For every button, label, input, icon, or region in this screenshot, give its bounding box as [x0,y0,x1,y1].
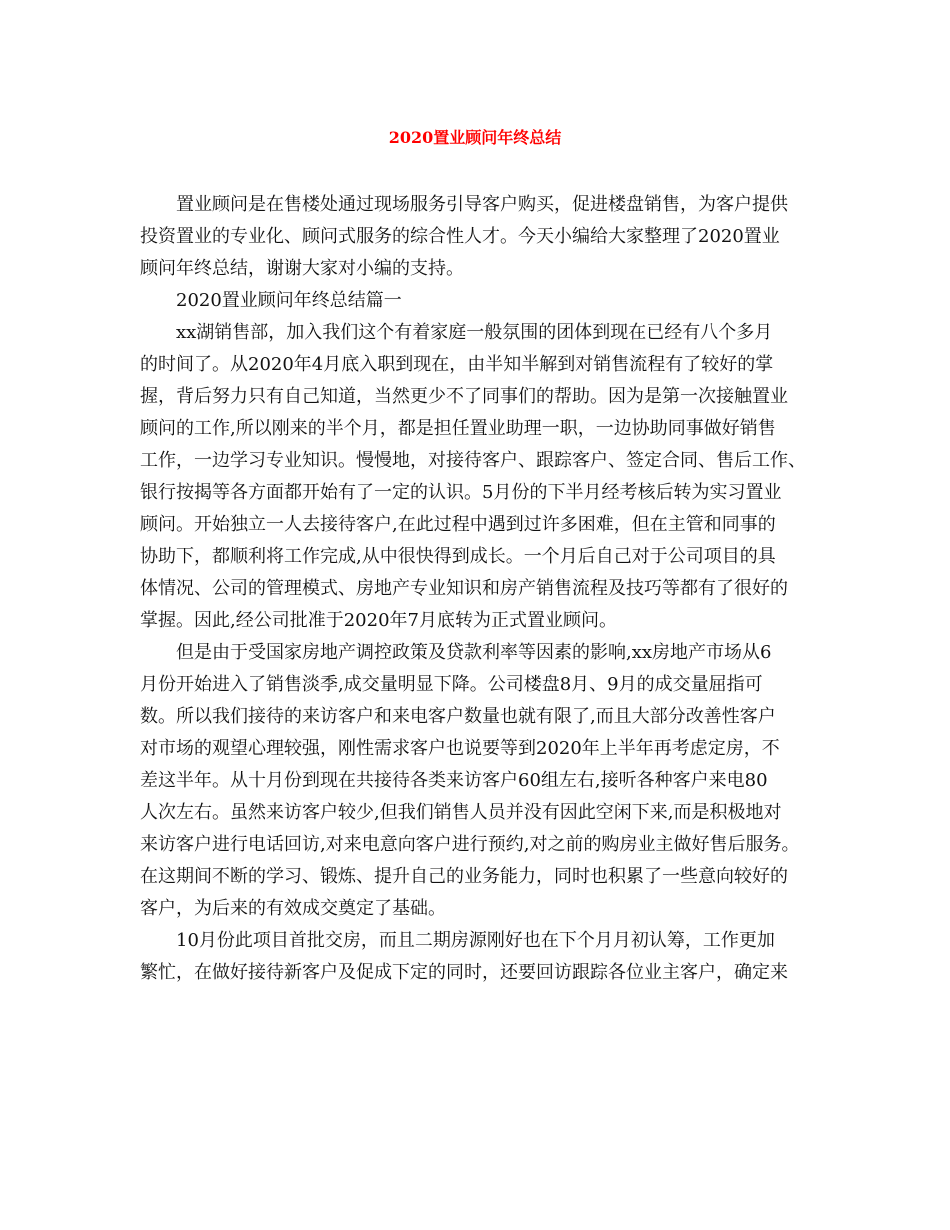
text-line: 对市场的观望心理较强，刚性需求客户也说要等到2020年上半年再考虑定房，不 [140,738,780,759]
text-line: 客户，为后来的有效成交奠定了基础。 [140,898,446,919]
text-line: 投资置业的专业化、顾问式服务的综合性人才。今天小编给大家整理了2020置业 [140,226,780,247]
text-line: 银行按揭等各方面都开始有了一定的认识。5月份的下半月经考核后转为实习置业 [140,482,782,503]
text-line: 置业顾问是在售楼处通过现场服务引导客户购买，促进楼盘销售，为客户提供 [176,194,788,215]
document-title: 2020置业顾问年终总结 [388,128,562,147]
text-line: 协助下，都顺利将工作完成,从中很快得到成长。一个月后自己对于公司项目的具 [140,546,776,567]
text-line: 繁忙，在做好接待新客户及促成下定的同时，还要回访跟踪各位业主客户，确定来 [140,962,788,983]
text-line: 但是由于受国家房地产调控政策及贷款利率等因素的影响,xx房地产市场从6 [176,642,772,663]
text-line: 顾问的工作,所以刚来的半个月，都是担任置业助理一职，一边协助同事做好销售 [140,418,776,439]
text-line: 工作，一边学习专业知识。慢慢地，对接待客户、跟踪客户、签定合同、售后工作、 [140,450,806,471]
text-line: 人次左右。虽然来访客户较少,但我们销售人员并没有因此空闲下来,而是积极地对 [140,802,782,823]
text-line: 月份开始进入了销售淡季,成交量明显下降。公司楼盘8月、9月的成交量屈指可 [140,674,763,695]
text-line: 体情况、公司的管理模式、房地产专业知识和房产销售流程及技巧等都有了很好的 [140,578,788,599]
text-line: xx湖销售部，加入我们这个有着家庭一般氛围的团体到现在已经有八个多月 [176,322,773,343]
text-line: 顾问年终总结，谢谢大家对小编的支持。 [140,258,464,279]
document-body [140,189,815,989]
text-line: 的时间了。从2020年4月底入职到现在，由半知半解到对销售流程有了较好的掌 [140,354,774,375]
text-line: 10月份此项目首批交房，而且二期房源刚好也在下个月月初认筹，工作更加 [176,930,775,951]
text-line: 顾问。开始独立一人去接待客户,在此过程中遇到过许多困难，但在主管和同事的 [140,514,776,535]
section-heading: 2020置业顾问年终总结篇一 [176,290,402,311]
text-line: 差这半年。从十月份到现在共接待各类来访客户60组左右,接听各种客户来电80 [140,770,768,791]
text-line: 在这期间不断的学习、锻炼、提升自己的业务能力，同时也积累了一些意向较好的 [140,866,788,887]
text-line: 掌握。因此,经公司批准于2020年7月底转为正式置业顾问。 [140,610,617,631]
text-line: 握，背后努力只有自己知道，当然更少不了同事们的帮助。因为是第一次接触置业 [140,386,788,407]
text-line: 来访客户进行电话回访,对来电意向客户进行预约,对之前的购房业主做好售后服务。 [140,834,800,855]
text-line: 数。所以我们接待的来访客户和来电客户数量也就有限了,而且大部分改善性客户 [140,706,776,727]
